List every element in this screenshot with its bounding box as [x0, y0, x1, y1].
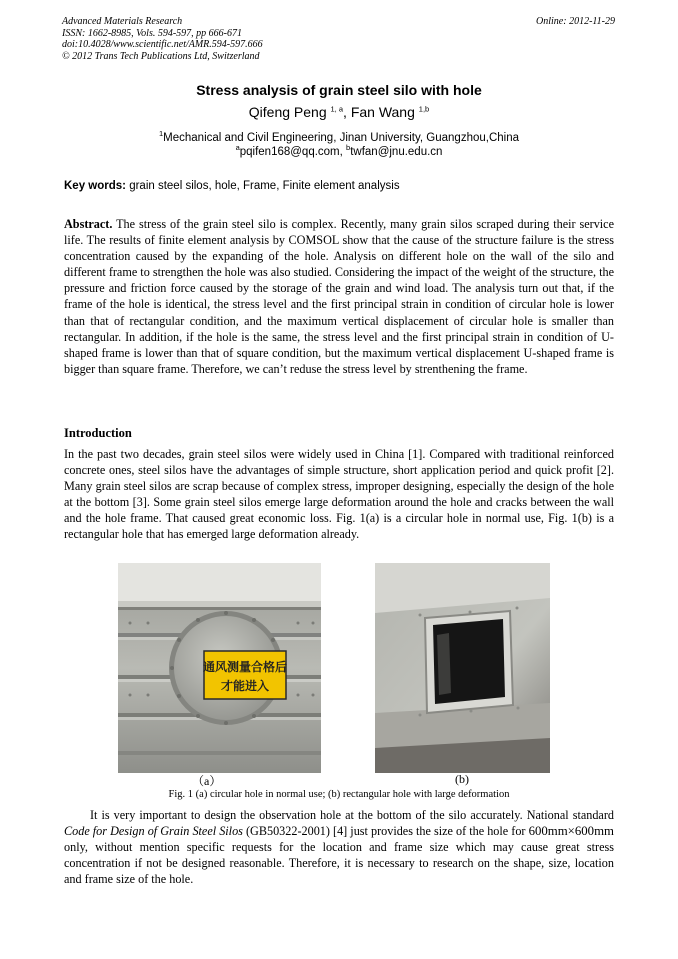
figure-1a-photo [118, 563, 321, 773]
rectangular-hole-image [375, 563, 550, 773]
body-text: (GB50322-2001) [4] just provides the size of the hole for [242, 824, 529, 839]
abstract-text: The stress of the grain steel silo is complex. Recently, many grain silos scraped during their service life. The results of finite element analysis by COMSOL show that the cause of the structure failure is the stress concentration caused by the expanding of the hole. Analysis on different hole on the wall of the silo and different frame to strengthen the hole was also studied. Considering the impact of the weight of the structure, the pressure and friction force caused by the storage of the grain and wind load. The analysis turn out that, if the frame of the hole is identical, the stress level and the first principal strain in condition of circular hole is lower than that of rectangular condition, and the maximum vertical displacement of circular hole is smaller than rectangular. In addition, if the hole is the same, the stress level and the first principal strain in condition of U-shaped frame is lower than that of square condition, but the maximum vertical displacement U-shaped frame is bigger than square frame. Therefore, we can’t reduse the stress level by strenthening the frame. [64, 217, 614, 376]
email-mark: a [235, 143, 240, 153]
sign-text-line1: 通风测量合格后 [202, 660, 288, 674]
paper-title: Stress analysis of grain steel silo with hole [196, 82, 482, 98]
figure-label-a: （a） [192, 774, 222, 788]
issn-line: ISSN: 1662-8985, Vols. 594-597, pp 666-671 [62, 27, 242, 39]
sign-text-line2: 才能进入 [220, 679, 270, 693]
journal-header [62, 16, 263, 62]
authors [0, 104, 678, 120]
online-date: Online: 2012-11-29 [536, 16, 615, 27]
email-link[interactable]: pqifen168@qq.com, [239, 146, 347, 158]
author-affil-mark: 1,b [418, 104, 430, 114]
abstract [64, 216, 614, 377]
copyright-line: © 2012 Trans Tech Publications Ltd, Switzerland [62, 50, 260, 62]
doi-line: doi:10.4028/www.scientific.net/AMR.594-597.666 [62, 39, 263, 50]
affil-mark: 1 [158, 129, 164, 139]
author-separator: , [343, 104, 351, 120]
keywords-text: grain steel silos, hole, Frame, Finite element analysis [126, 180, 400, 192]
journal-name: Advanced Materials Research [62, 16, 183, 27]
keywords [64, 180, 616, 192]
body-paragraph [64, 807, 614, 887]
figure-label-b: (b) [455, 772, 469, 786]
affiliation [0, 131, 678, 159]
email-link[interactable]: twfan@jnu.edu.cn [350, 146, 443, 158]
circular-hole-image [118, 563, 321, 773]
hole-size: 600mm×600mm [528, 824, 614, 839]
figure-caption: Fig. 1 (a) circular hole in normal use; (b) rectangular hole with large deformation [168, 789, 510, 800]
figure-1b-photo [375, 563, 550, 773]
standard-title: Code for Design of Grain Steel Silos [64, 824, 243, 839]
author-name: Qifeng Peng [248, 104, 327, 120]
abstract-label: Abstract. [64, 217, 113, 231]
affiliation-text: Mechanical and Civil Engineering, Jinan University, Guangzhou,China [163, 132, 519, 144]
emails-line [0, 145, 678, 159]
affiliation-line [0, 131, 678, 145]
email-mark: b [346, 143, 351, 153]
author-affil-mark: 1, a [330, 104, 344, 114]
introduction-paragraph: In the past two decades, grain steel silos were widely used in China [1]. Compared with traditional reinforced concrete ones, steel silos have the advantages of simple structure, short application period and quick profit [2]. Many grain steel silos are scrap because of complex stress, improper designing, especially the design of the hole at the bottom [3]. Some grain steel silos emerge large deformation around the hole and cracks between the wall and the hole frame. That caused great economic loss. Fig. 1(a) is a circular hole in normal use, Fig. 1(b) is a rectangular hole that has emerged large deformation already. [64, 447, 614, 542]
author-name: Fan Wang [350, 104, 415, 120]
body-text: only, without mention specific requests for the location and frame size which may cause great stress concentration if not be designed reasonable. Therefore, it is necessary to research on the shape, size, location and frame size of the hole. [64, 840, 614, 887]
section-heading-introduction: Introduction [64, 426, 132, 440]
body-text: It is very important to design the observation hole at the bottom of the silo accurately. National standard [90, 808, 614, 822]
keywords-label: Key words: [64, 180, 126, 192]
